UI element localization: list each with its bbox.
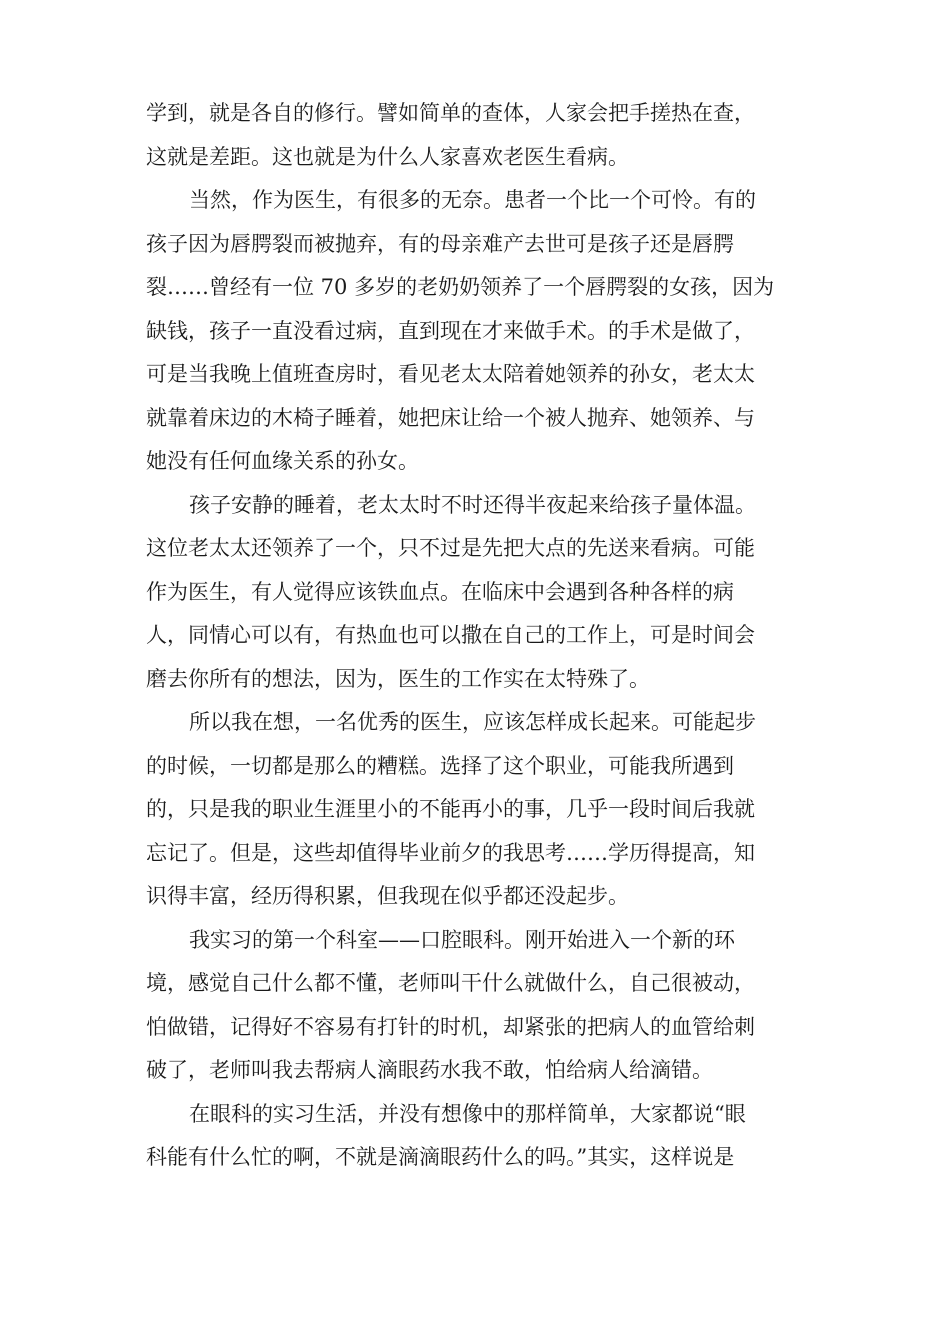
text-line: 孩子因为唇腭裂而被抛弃，有的母亲难产去世可是孩子还是唇腭 xyxy=(146,231,734,256)
text-line: 学到，就是各自的修行。譬如简单的查体，人家会把手搓热在查， xyxy=(146,101,755,125)
text-line: 怕做错，记得好不容易有打针的时机，却紧张的把病人的血管给刺 xyxy=(146,1014,755,1039)
paragraph xyxy=(146,1093,808,1180)
paragraph xyxy=(146,179,808,484)
paragraph xyxy=(146,919,808,1093)
text-line: 就靠着床边的木椅子睡着，她把床让给一个被人抛弃、她领养、与 xyxy=(146,405,755,430)
text-line: 破了，老师叫我去帮病人滴眼药水我不敢，怕给病人给滴错。 xyxy=(146,1058,713,1082)
text-line: 当然，作为医生，有很多的无奈。患者一个比一个可怜。有的 xyxy=(189,188,756,212)
text-line: 可是当我晚上值班查房时，看见老太太陪着她领养的孙女，老太太 xyxy=(146,362,755,386)
text-line: 人，同情心可以有，有热血也可以撒在自己的工作上，可是时间会 xyxy=(146,623,755,647)
text-line: 境，感觉自己什么都不懂，老师叫干什么就做什么，自己很被动， xyxy=(146,971,755,995)
text-line: 缺钱，孩子一直没看过病，直到现在才来做手术。的手术是做了， xyxy=(146,318,755,343)
text-line: 在眼科的实习生活，并没有想像中的那样简单，大家都说“眼 xyxy=(189,1101,746,1126)
text-line: 的，只是我的职业生涯里小的不能再小的事，几乎一段时间后我就 xyxy=(146,797,755,821)
paragraph xyxy=(146,92,808,179)
text-line: 的时候，一切都是那么的糟糕。选择了这个职业，可能我所遇到 xyxy=(146,753,734,778)
text-line: 作为医生，有人觉得应该铁血点。在临床中会遇到各种各样的病 xyxy=(146,579,734,604)
text-line: 孩子安静的睡着，老太太时不时还得半夜起来给孩子量体温。 xyxy=(189,492,756,517)
text-line: 磨去你所有的想法，因为，医生的工作实在太特殊了。 xyxy=(146,666,650,691)
text-line: 她没有任何血缘关系的孙女。 xyxy=(146,449,419,473)
document-body xyxy=(146,92,808,1180)
text-line: 这位老太太还领养了一个，只不过是先把大点的先送来看病。可能 xyxy=(146,536,755,560)
text-line: 科能有什么忙的啊，不就是滴滴眼药什么的吗。”其实，这样说是 xyxy=(146,1145,735,1169)
paragraph xyxy=(146,701,808,919)
text-line: 这就是差距。这也就是为什么人家喜欢老医生看病。 xyxy=(146,144,629,169)
text-line: 忘记了。但是，这些却值得毕业前夕的我思考……学历得提高，知 xyxy=(146,840,755,865)
text-line: 识得丰富，经历得积累，但我现在似乎都还没起步。 xyxy=(146,884,629,908)
text-line: 裂……曾经有一位 70 多岁的老奶奶领养了一个唇腭裂的女孩，因为 xyxy=(146,275,775,299)
paragraph xyxy=(146,484,808,702)
text-line: 我实习的第一个科室——口腔眼科。刚开始进入一个新的环 xyxy=(189,927,735,952)
text-line: 所以我在想，一名优秀的医生，应该怎样成长起来。可能起步 xyxy=(189,710,756,734)
